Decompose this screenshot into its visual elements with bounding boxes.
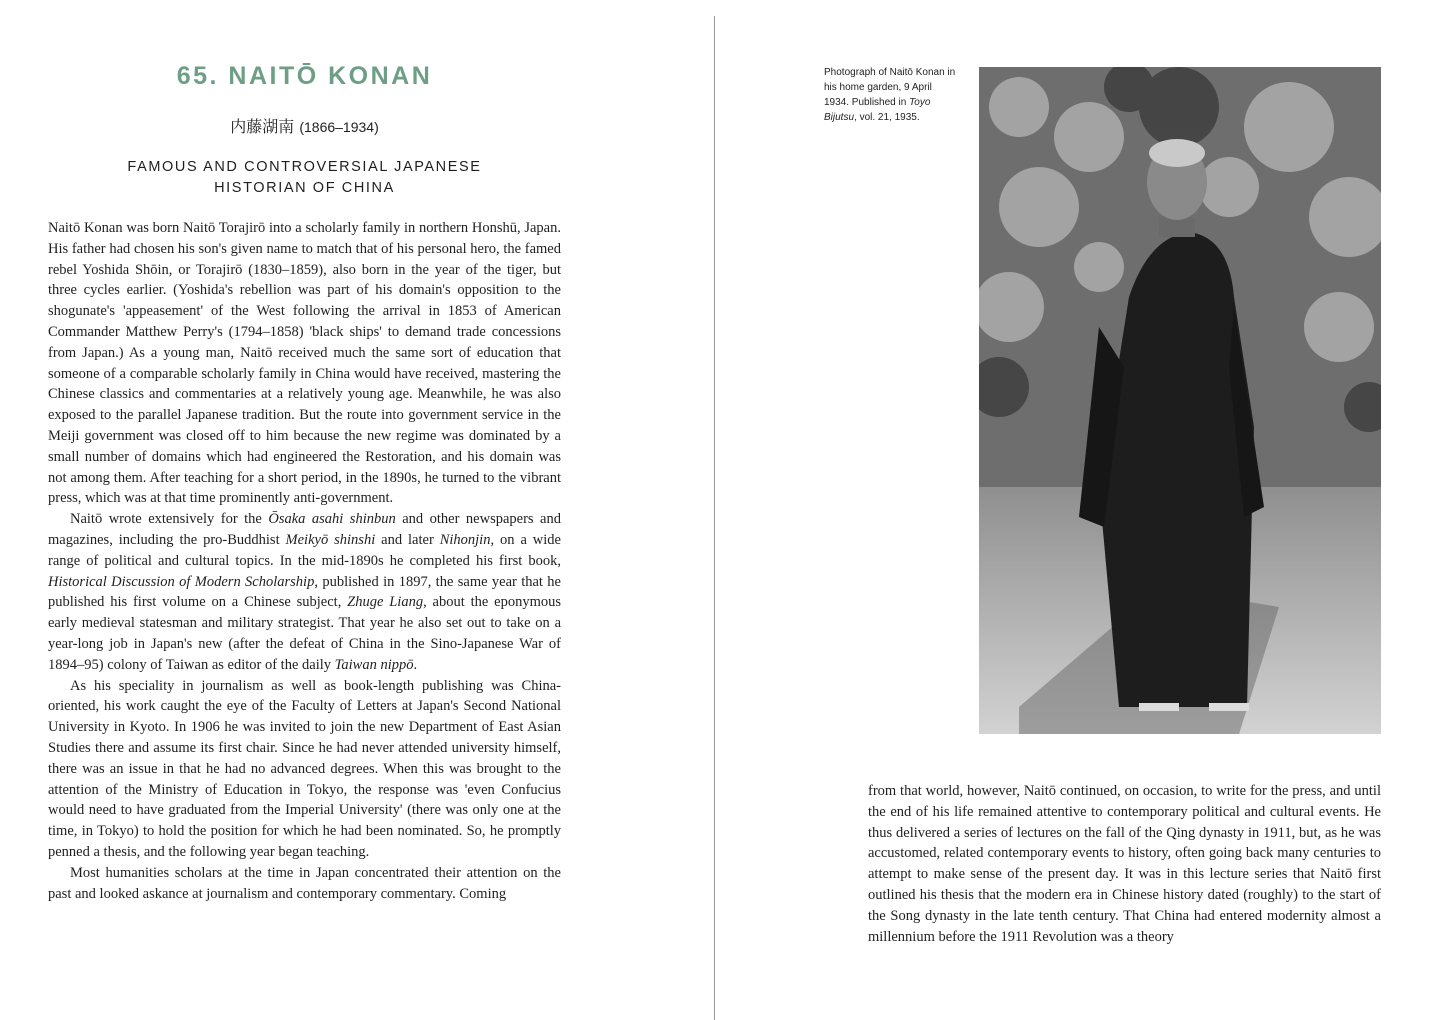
left-body-text [48, 218, 561, 904]
p2-italic-book: Historical Discussion of Modern Scholarship [48, 573, 315, 590]
life-dates: (1866–1934) [299, 119, 379, 135]
p2-italic-nihonjin: Nihonjin [439, 531, 491, 548]
caption-text-a: Photograph of Naitō Konan in his home garden, 9 April 1934. Published in [824, 67, 956, 108]
page-gutter [714, 16, 715, 1020]
p2-italic-meikyo: Meikyō shinshi [285, 531, 376, 548]
chapter-subtitle [48, 157, 561, 199]
cjk-name: 内藤湖南 [230, 117, 295, 136]
p2-text-f: , about the eponymous early medieval statesman and military strategist. That year he also set out to take on a year-long job in Japan's new (after the defeat of China in the Sino-Japanese War of 1894–95) colony of Taiwan as editor of the daily [48, 594, 561, 673]
p2-text-a: Naitō wrote extensively for the [70, 511, 269, 528]
caption-italic: Toyo Bijutsu [824, 97, 931, 123]
chapter-title: 65. NAITŌ KONAN [176, 62, 433, 90]
paragraph-2 [48, 509, 561, 675]
right-body-text [868, 781, 1381, 947]
right-paragraph: from that world, however, Naitō continued, on occasion, to write for the press, and until the end of his life remained attentive to contemporary political and cultural events. He thus delivered a series of lectures on the fall of the Qing dynasty in 1911, but, as he was accustomed, related contemporary events to history, often going back many centuries to attempt to make sense of the present day. It was in this lecture series that Naitō first outlined his thesis that the modern era in Chinese history dated (roughly) to the start of the Song dynasty in the late tenth century. That China had entered modernity almost a millennium before the 1911 Revolution was a theory [868, 783, 1381, 945]
paragraph-4: Most humanities scholars at the time in Japan concentrated their attention on the past and looked askance at journalism and contemporary commentary. Coming [48, 864, 561, 902]
p2-text-e: , published in 1897, the same year that he published his first volume on a Chinese subject, [48, 573, 561, 611]
paragraph-1: Naitō Konan was born Naitō Torajirō into a scholarly family in northern Honshū, Japan. His father had chosen his son's given name to match that of his personal hero, the famed rebel Yoshida Shōin, or Torajirō (1830–1859), also born in the year of the tiger, but three cycles earlier. (Yoshida's rebellion was part of his domain's opposition to the shogunate's 'appeasement' of the West following the arrival in 1853 of American Commander Matthew Perry's (1794–1858) 'black ships' to demand trade concessions from Japan.) As a young man, Naitō received much the same sort of education that someone of a comparable scholarly family in China would have received, mastering the Chinese classics and commentaries at a relatively young age. Meanwhile, he was also exposed to the parallel Japanese tradition. But the route into government service in the Meiji government was closed off to him because the new regime was dominated by a small number of domains which had engineered the Restoration, and his domain was not among them. After teaching for a short period, in the 1890s, he turned to the vibrant press, which was at that time prominently anti-government. [48, 220, 561, 507]
paragraph-3: As his speciality in journalism as well as book-length publishing was China-oriented, his work caught the eye of the Faculty of Letters at Japan's Second National University in Kyoto. In 1906 he was invited to join the new Department of East Asian Studies there and assume its first chair. Since he had never attended university himself, there was an issue in that he had no advanced degrees. When this was brought to the attention of the Ministry of Education in Tokyo, the response was 'even Confucius would need to have graduated from the Imperial University' (there was only one at the time, in Tokyo) to hold the position for which he had been nominated. So, he promptly penned a thesis, and the following year began teaching. [48, 677, 561, 860]
portrait-illustration [979, 67, 1381, 734]
photo-caption [824, 65, 958, 125]
name-and-dates [48, 114, 561, 137]
p2-text-c: and later [375, 531, 440, 548]
p2-text-g: . [413, 656, 418, 673]
caption-text-b: , vol. 21, 1935. [854, 112, 920, 123]
p2-text-b: and other newspapers and magazines, including the pro-Buddhist [48, 511, 561, 548]
p2-italic-taiwan: Taiwan nippō [334, 656, 414, 673]
subtitle-line-1: FAMOUS AND CONTROVERSIAL JAPANESE [127, 159, 482, 175]
p2-italic-newspaper: Ōsaka asahi shinbun [268, 511, 396, 528]
portrait-photo [979, 67, 1381, 734]
p2-italic-zhuge: Zhuge Liang [347, 594, 424, 611]
subtitle-line-2: HISTORIAN OF CHINA [214, 180, 395, 196]
p2-text-d: , on a wide range of political and cultural topics. In the mid-1890s he completed his first book, [48, 531, 561, 569]
